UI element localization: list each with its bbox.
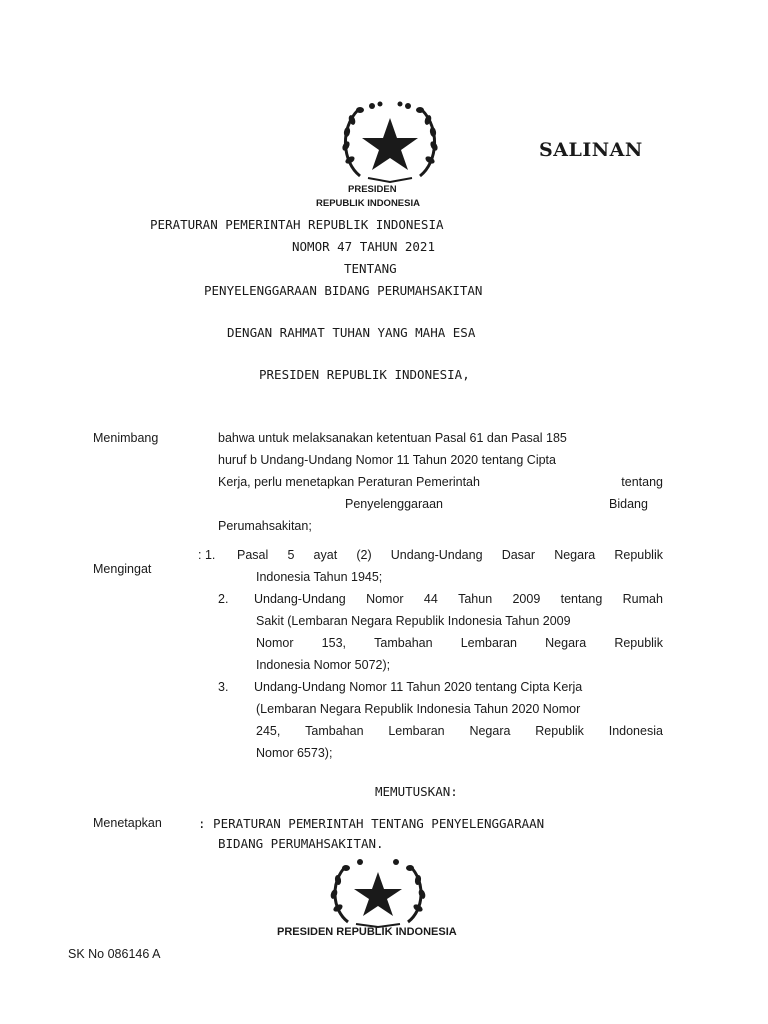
footer-caption: PRESIDEN REPUBLIK INDONESIA xyxy=(277,926,457,938)
menimbang-line-5: Perumahsakitan; xyxy=(218,519,312,533)
title-line-3: TENTANG xyxy=(344,261,397,276)
mengingat-item3-line2: (Lembaran Negara Republik Indonesia Tahun 2020 Nomor xyxy=(256,702,581,716)
mengingat-item3-line4: Nomor 6573); xyxy=(256,746,333,760)
preamble-president: PRESIDEN REPUBLIK INDONESIA, xyxy=(259,367,470,382)
menimbang-line-1: bahwa untuk melaksanakan ketentuan Pasal 61 dan Pasal 185 xyxy=(218,431,567,445)
mengingat-label: Mengingat xyxy=(93,562,152,576)
mengingat-item2-line4: Indonesia Nomor 5072); xyxy=(256,658,391,672)
mengingat-item2-line1: Undang-Undang Nomor 44 Tahun 2009 tentang Rumah xyxy=(254,592,663,606)
menimbang-line-3 xyxy=(218,475,663,489)
menimbang-line-4a: Penyelenggaraan xyxy=(345,497,443,511)
mengingat-item3-line1: Undang-Undang Nomor 11 Tahun 2020 tentang Cipta Kerja xyxy=(254,680,583,694)
title-line-4: PENYELENGGARAAN BIDANG PERUMAHSAKITAN xyxy=(204,283,483,298)
emblem-caption-republik: REPUBLIK INDONESIA xyxy=(316,198,420,209)
mengingat-item1-lead: : 1. xyxy=(198,548,216,562)
menimbang-line-2: huruf b Undang-Undang Nomor 11 Tahun 2020 tentang Cipta xyxy=(218,453,556,467)
footer-emblem-icon xyxy=(326,856,430,928)
mengingat-item2-line2: Sakit (Lembaran Negara Republik Indonesia Tahun 2009 xyxy=(256,614,571,628)
title-line-2: NOMOR 47 TAHUN 2021 xyxy=(292,239,435,254)
memutuskan-heading: MEMUTUSKAN: xyxy=(375,784,458,799)
salinan-stamp: SALINAN xyxy=(539,139,643,161)
mengingat-item2-num: 2. xyxy=(218,592,229,606)
menimbang-line-4b: Bidang xyxy=(609,497,648,511)
document-code: SK No 086146 A xyxy=(68,947,161,961)
presiden-emblem-icon xyxy=(338,98,442,184)
menimbang-label: Menimbang xyxy=(93,431,159,445)
mengingat-item2-line3: Nomor 153, Tambahan Lembaran Negara Republik xyxy=(256,636,663,650)
preamble-blessing: DENGAN RAHMAT TUHAN YANG MAHA ESA xyxy=(227,325,476,340)
menetapkan-label: Menetapkan xyxy=(93,816,162,830)
emblem-caption-presiden: PRESIDEN xyxy=(348,184,397,195)
menetapkan-line-2: BIDANG PERUMAHSAKITAN. xyxy=(218,836,384,851)
mengingat-item1-line2: Indonesia Tahun 1945; xyxy=(256,570,383,584)
menetapkan-line-1: : PERATURAN PEMERINTAH TENTANG PENYELENGGARAAN xyxy=(198,816,545,831)
title-line-1: PERATURAN PEMERINTAH REPUBLIK INDONESIA xyxy=(150,217,444,232)
mengingat-item3-line3: 245, Tambahan Lembaran Negara Republik Indonesia xyxy=(256,724,663,738)
mengingat-item1-line1: Pasal 5 ayat (2) Undang-Undang Dasar Negara Republik xyxy=(237,548,663,562)
menimbang-line-3a: Kerja, perlu menetapkan Peraturan Pemerintah xyxy=(218,475,480,489)
menimbang-line-3b: tentang xyxy=(621,475,663,489)
mengingat-item3-num: 3. xyxy=(218,680,229,694)
